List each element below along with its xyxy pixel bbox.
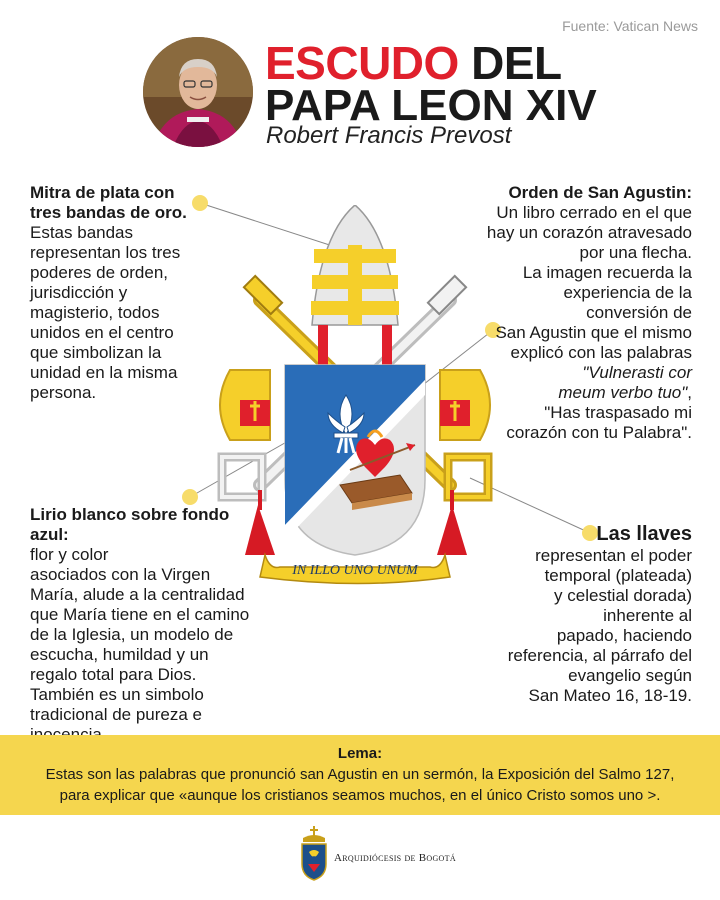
shield	[285, 365, 425, 555]
orden-line: Un libro cerrado en el que	[496, 203, 692, 222]
mitra-line: unidad en la misma	[30, 363, 178, 382]
page-title-line2: PAPA LEON XIV	[265, 81, 597, 130]
mitra-line: magisterio, todos	[30, 303, 160, 322]
lirio-heading-1: Lirio blanco sobre fondo	[30, 505, 230, 524]
motto-scroll	[260, 555, 450, 584]
llaves-line: temporal (plateada)	[544, 566, 692, 585]
page-subtitle: Robert Francis Prevost	[266, 122, 512, 149]
lirio-line: asociados con la Virgen	[30, 565, 211, 584]
lema-text	[0, 764, 720, 806]
orden-line: explicó con las palabras	[510, 343, 692, 362]
orden-line: La imagen recuerda la	[522, 263, 692, 282]
orden-quote-latin-2: meum verbo tuo"	[558, 383, 688, 402]
lema-title: Lema:	[337, 745, 383, 762]
llaves-line: papado, haciendo	[556, 626, 692, 645]
lema-line2: para explicar que «aunque los cristianos seamos muchos, en el único Cristo somos uno >.	[59, 787, 661, 804]
lirio-line: regalo total para Dios.	[30, 665, 197, 684]
orden-line: por una flecha.	[579, 243, 692, 262]
llaves-line: representan el poder	[535, 546, 692, 565]
marker-lirio	[182, 489, 198, 505]
llaves-line: inherente al	[603, 606, 692, 625]
llaves-line: evangelio según	[568, 666, 692, 685]
archdiocese-logo-icon	[299, 826, 329, 882]
orden-line: experiencia de la	[563, 283, 692, 302]
mitra-line: persona.	[30, 383, 97, 402]
orden-line: San Agustin que el mismo	[495, 323, 692, 342]
orden-line: hay un corazón atravesado	[486, 223, 692, 242]
lirio-line: de la Iglesia, un modelo de	[30, 625, 234, 644]
llaves-line: San Mateo 16, 18-19.	[528, 686, 692, 705]
callout-mitra	[30, 183, 210, 403]
orden-quote-es: corazón con tu Palabra".	[506, 423, 692, 442]
lirio-line: escucha, humildad y un	[30, 645, 209, 664]
lirio-line: tradicional de pureza e	[30, 705, 203, 724]
archdiocese-name: Arquidiócesis de Bogotá	[334, 852, 456, 864]
callout-lirio	[30, 505, 265, 745]
lema-banner	[0, 735, 720, 815]
orden-quote-latin-1: "Vulnerasti cor	[582, 363, 692, 382]
mitre	[311, 205, 399, 365]
llaves-line: y celestial dorada)	[554, 586, 692, 605]
mitra-line: jurisdicción y	[30, 283, 128, 302]
orden-quote-es: "Has traspasado mi	[544, 403, 692, 422]
title-escudo: ESCUDO	[265, 37, 459, 89]
title-del: DEL	[458, 37, 562, 89]
orden-heading: Orden de San Agustin:	[508, 183, 692, 202]
mitra-line: Estas bandas	[30, 223, 134, 242]
mitra-line: poderes de orden,	[30, 263, 168, 282]
motto-text: IN ILLO UNO UNUM	[292, 563, 418, 578]
lema-line1: Estas son las palabras que pronunció san Agustin en un sermón, la Exposición del Salmo 127,	[45, 766, 675, 783]
source-credit: Fuente: Vatican News	[562, 18, 698, 34]
mitra-line: que simbolizan la	[30, 343, 162, 362]
lirio-line: María, alude a la centralidad	[30, 585, 245, 604]
mitra-heading-2: tres bandas de oro.	[30, 203, 187, 222]
mitra-heading-1: Mitra de plata con	[30, 183, 175, 202]
callout-llaves	[467, 522, 692, 706]
orden-line: conversión de	[586, 303, 692, 322]
lirio-line: También es un simbolo	[30, 685, 204, 704]
lirio-line: flor y color	[30, 545, 109, 564]
lirio-heading-2: azul:	[30, 525, 69, 544]
mitra-line: unidos en el centro	[30, 323, 174, 342]
llaves-line: referencia, al párrafo del	[507, 646, 692, 665]
orden-quote-comma: ,	[687, 383, 692, 402]
lirio-line: que María tiene en el camino	[30, 605, 250, 624]
orden-quote-latin-2-row	[452, 383, 692, 403]
callout-orden	[452, 183, 692, 443]
llaves-heading: Las llaves	[596, 523, 692, 545]
mitra-line: representan los tres	[30, 243, 181, 262]
